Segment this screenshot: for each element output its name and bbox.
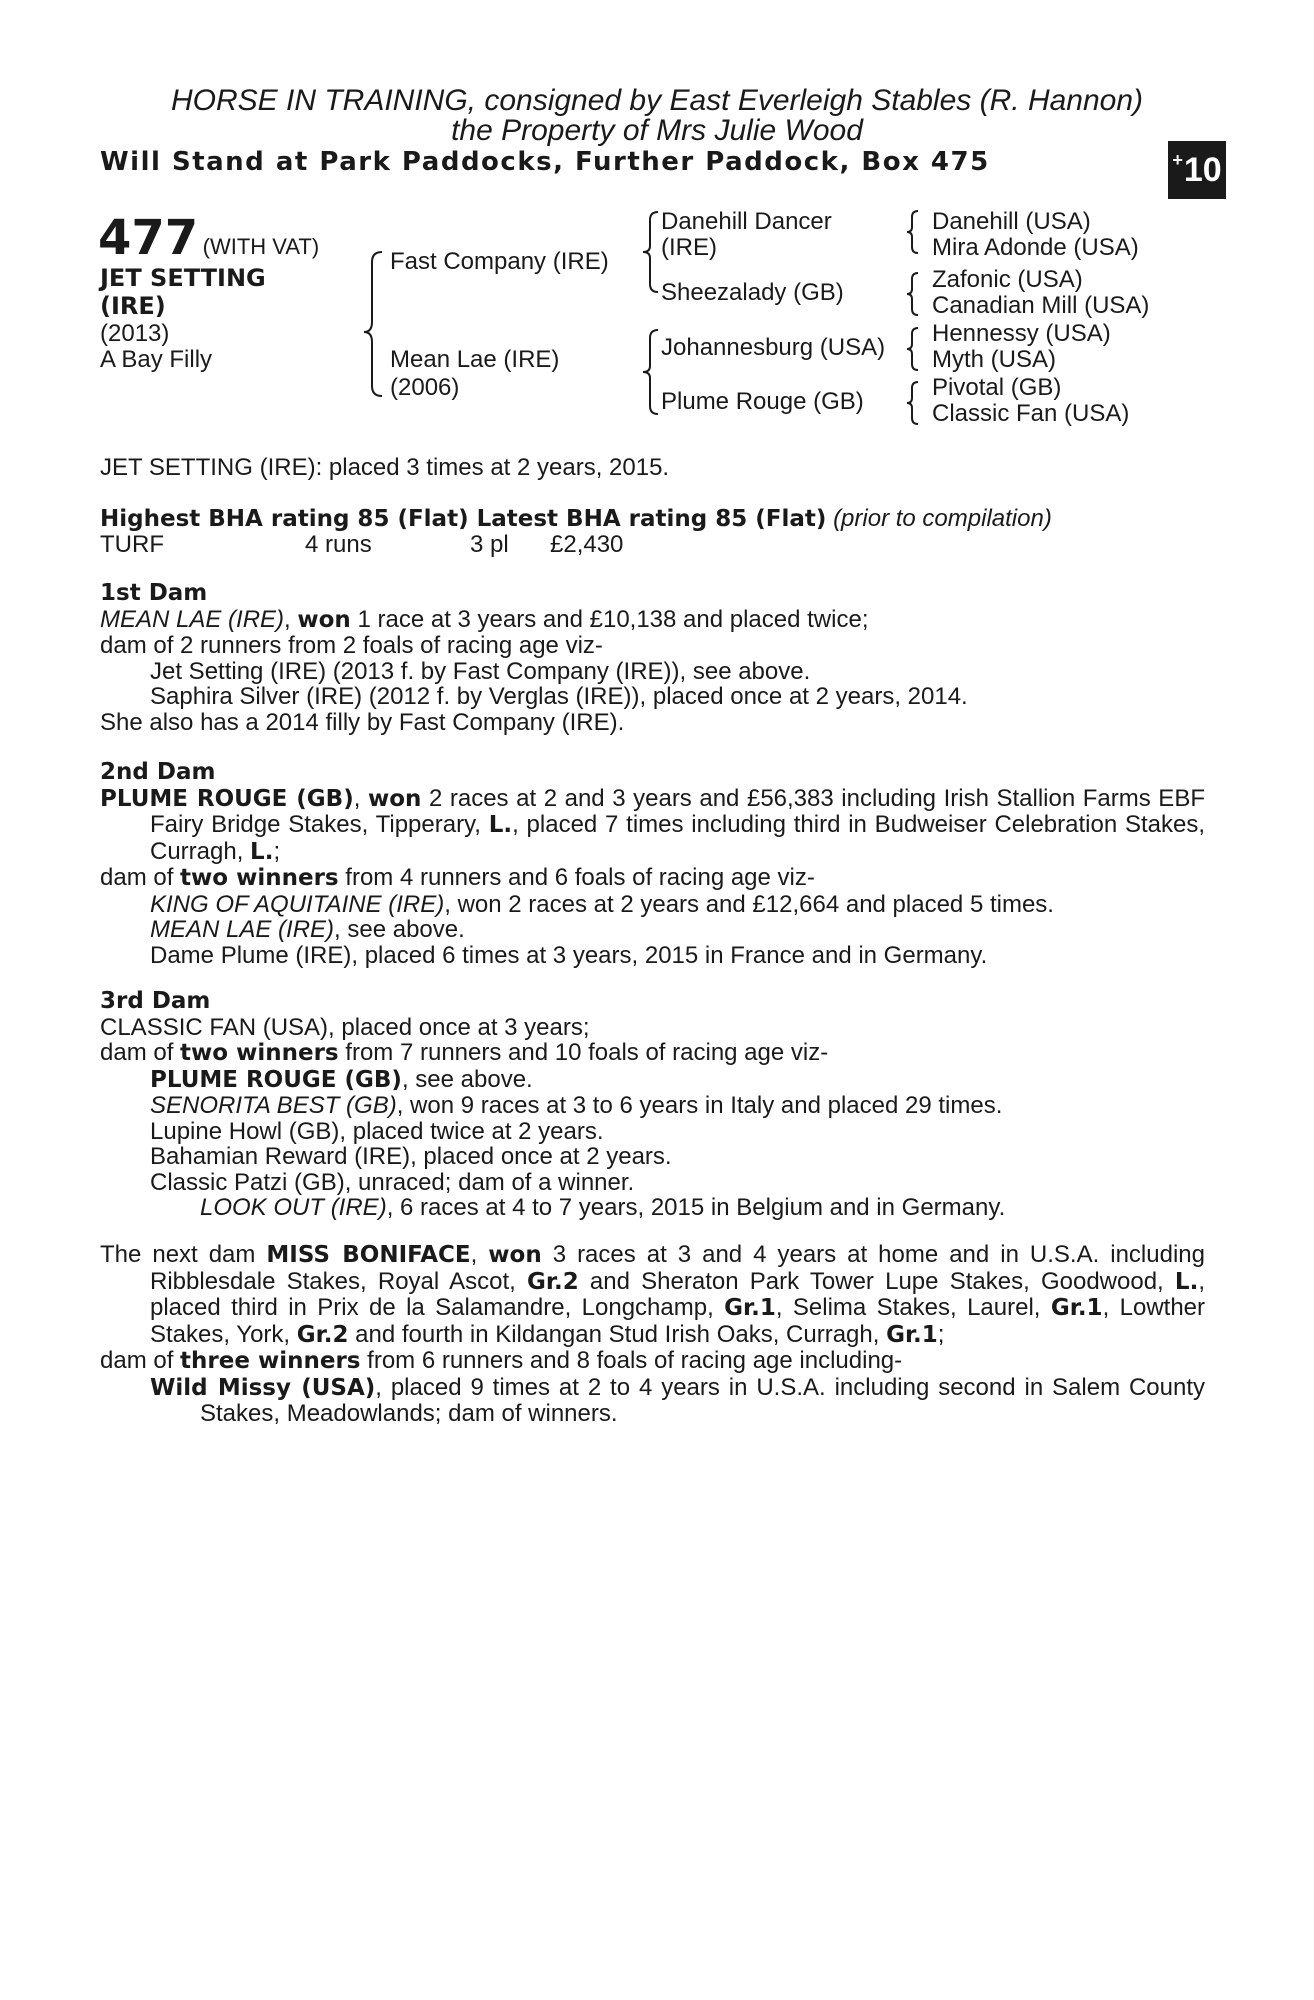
turf-placed: 3 pl [470, 531, 509, 558]
horse-country: (IRE) [100, 292, 166, 320]
first-dam-record: MEAN LAE (IRE), won 1 race at 3 years and £10,138 and placed twice; [100, 605, 869, 633]
foaling-year: (2013) [100, 320, 170, 347]
dam: Mean Lae (IRE) [390, 346, 560, 373]
next-dam-section [100, 1242, 1205, 1427]
second-dam-offspring-1: KING OF AQUITAINE (IRE), won 2 races at 2 years and £12,664 and placed 5 times. [150, 890, 1054, 918]
owner-line: the Property of Mrs Julie Wood [451, 114, 863, 147]
dam-year: (2006) [390, 374, 460, 401]
second-dam-offspring-2: MEAN LAE (IRE), see above. [150, 916, 465, 943]
first-dam-also: She also has a 2014 filly by Fast Company (IRE). [100, 708, 625, 736]
bracket-sire [643, 212, 658, 292]
bracket-g2 [907, 273, 918, 315]
horse-name: JET SETTING [100, 264, 266, 292]
grandparent-2: Mira Adonde (USA) [932, 234, 1139, 261]
stand-location: Will Stand at Park Paddocks, Further Paddock, Box 475 [100, 147, 990, 177]
next-dam-offspring-1: Wild Missy (USA), placed 9 times at 2 to 4 years in U.S.A. including second in Salem County Stakes, Meadowlands; dam of winners. [150, 1373, 1206, 1427]
bracket-main [364, 252, 382, 396]
second-dam-offspring-3: Dame Plume (IRE), placed 6 times at 3 years, 2015 in France and in Germany. [150, 941, 988, 969]
first-dam-produce: dam of 2 runners from 2 foals of racing age viz- [100, 632, 603, 659]
bha-ratings: Highest BHA rating 85 (Flat) Latest BHA rating 85 (Flat) (prior to compilation) [100, 505, 1052, 532]
next-dam-produce: dam of three winners from 6 runners and 8 foals of racing age including- [100, 1347, 903, 1374]
sire-sire: Danehill Dancer [661, 208, 832, 235]
first-dam-heading: 1st Dam [100, 580, 208, 606]
third-dam-offspring-4: Bahamian Reward (IRE), placed once at 2 years. [150, 1143, 672, 1170]
third-dam-offspring-1: PLUME ROUGE (GB), see above. [150, 1065, 533, 1093]
next-dam-record: The next dam MISS BONIFACE, won 3 races at 3 and 4 years at home and in U.S.A. including Ribblesdale Stakes, Royal Ascot, Gr.2 and Sheraton Park Tower Lupe Stakes, Goodwood, L., placed third in Prix de la Salamandre, Longchamp, Gr.1, Selima Stakes, Laurel, Gr.1, Lowther Stakes, York, Gr.2 and fourth in Kildangan Stud Irish Oaks, Curragh, Gr.1; [100, 1241, 1206, 1348]
second-dam-record: PLUME ROUGE (GB), won 2 races at 2 and 3 years and £56,383 including Irish Stallion Farms EBF Fairy Bridge Stakes, Tipperary, L., placed 7 times including third in Budweiser Celebration Stakes, Curragh, L.; [100, 784, 1205, 865]
consignment-line: HORSE IN TRAINING, consigned by East Everleigh Stables (R. Hannon) [170, 84, 1144, 117]
third-dam-heading: 3rd Dam [100, 988, 211, 1014]
second-dam-section [100, 760, 1205, 968]
bracket-g1 [907, 211, 918, 253]
lot-badge-icon: + 10 [1168, 141, 1226, 199]
grandparent-6: Myth (USA) [932, 346, 1057, 373]
dam-sire: Johannesburg (USA) [661, 334, 886, 361]
vat-label: (WITH VAT) [202, 234, 320, 259]
third-dam-section [100, 989, 1205, 1221]
bracket-g4 [907, 382, 918, 424]
third-dam-grand-offspring-1: LOOK OUT (IRE), 6 races at 4 to 7 years, 2015 in Belgium and in Germany. [200, 1194, 1006, 1221]
bracket-dam [643, 330, 658, 414]
sire: Fast Company (IRE) [390, 248, 609, 275]
grandparent-3: Zafonic (USA) [932, 266, 1083, 293]
bracket-g3 [907, 328, 918, 370]
grandparent-8: Classic Fan (USA) [932, 400, 1130, 427]
next-dam-offspring-wrap [100, 1375, 1205, 1427]
third-dam-offspring-2: SENORITA BEST (GB), won 9 races at 3 to 6 years in Italy and placed 29 times. [150, 1092, 1003, 1119]
race-summary: JET SETTING (IRE): placed 3 times at 2 years, 2015. [100, 454, 670, 481]
sire-sire-country: (IRE) [661, 234, 717, 261]
first-dam-section [100, 581, 1205, 735]
third-dam-produce: dam of two winners from 7 runners and 10 foals of racing age viz- [100, 1039, 829, 1066]
grandparent-7: Pivotal (GB) [932, 374, 1062, 401]
turf-label: TURF [100, 531, 164, 558]
sire-dam: Sheezalady (GB) [661, 279, 844, 306]
turf-earnings: £2,430 [550, 531, 624, 558]
grandparent-1: Danehill (USA) [932, 208, 1091, 235]
lot-number: 477 [98, 210, 199, 266]
second-dam-heading: 2nd Dam [100, 759, 216, 785]
first-dam-offspring-2: Saphira Silver (IRE) (2012 f. by Verglas (IRE)), placed once at 2 years, 2014. [150, 683, 968, 710]
dam-dam: Plume Rouge (GB) [661, 388, 864, 415]
grandparent-4: Canadian Mill (USA) [932, 292, 1150, 319]
third-dam-record: CLASSIC FAN (USA), placed once at 3 years; [100, 1013, 590, 1041]
turf-runs: 4 runs [305, 531, 372, 558]
second-dam-produce: dam of two winners from 4 runners and 6 foals of racing age viz- [100, 864, 815, 891]
grandparent-5: Hennessy (USA) [932, 320, 1111, 347]
third-dam-offspring-5: Classic Patzi (GB), unraced; dam of a winner. [150, 1168, 635, 1196]
first-dam-offspring-1: Jet Setting (IRE) (2013 f. by Fast Company (IRE)), see above. [150, 657, 811, 685]
horse-description: A Bay Filly [100, 346, 213, 373]
third-dam-offspring-3: Lupine Howl (GB), placed twice at 2 years. [150, 1117, 604, 1145]
pedigree-brackets [0, 0, 1314, 440]
